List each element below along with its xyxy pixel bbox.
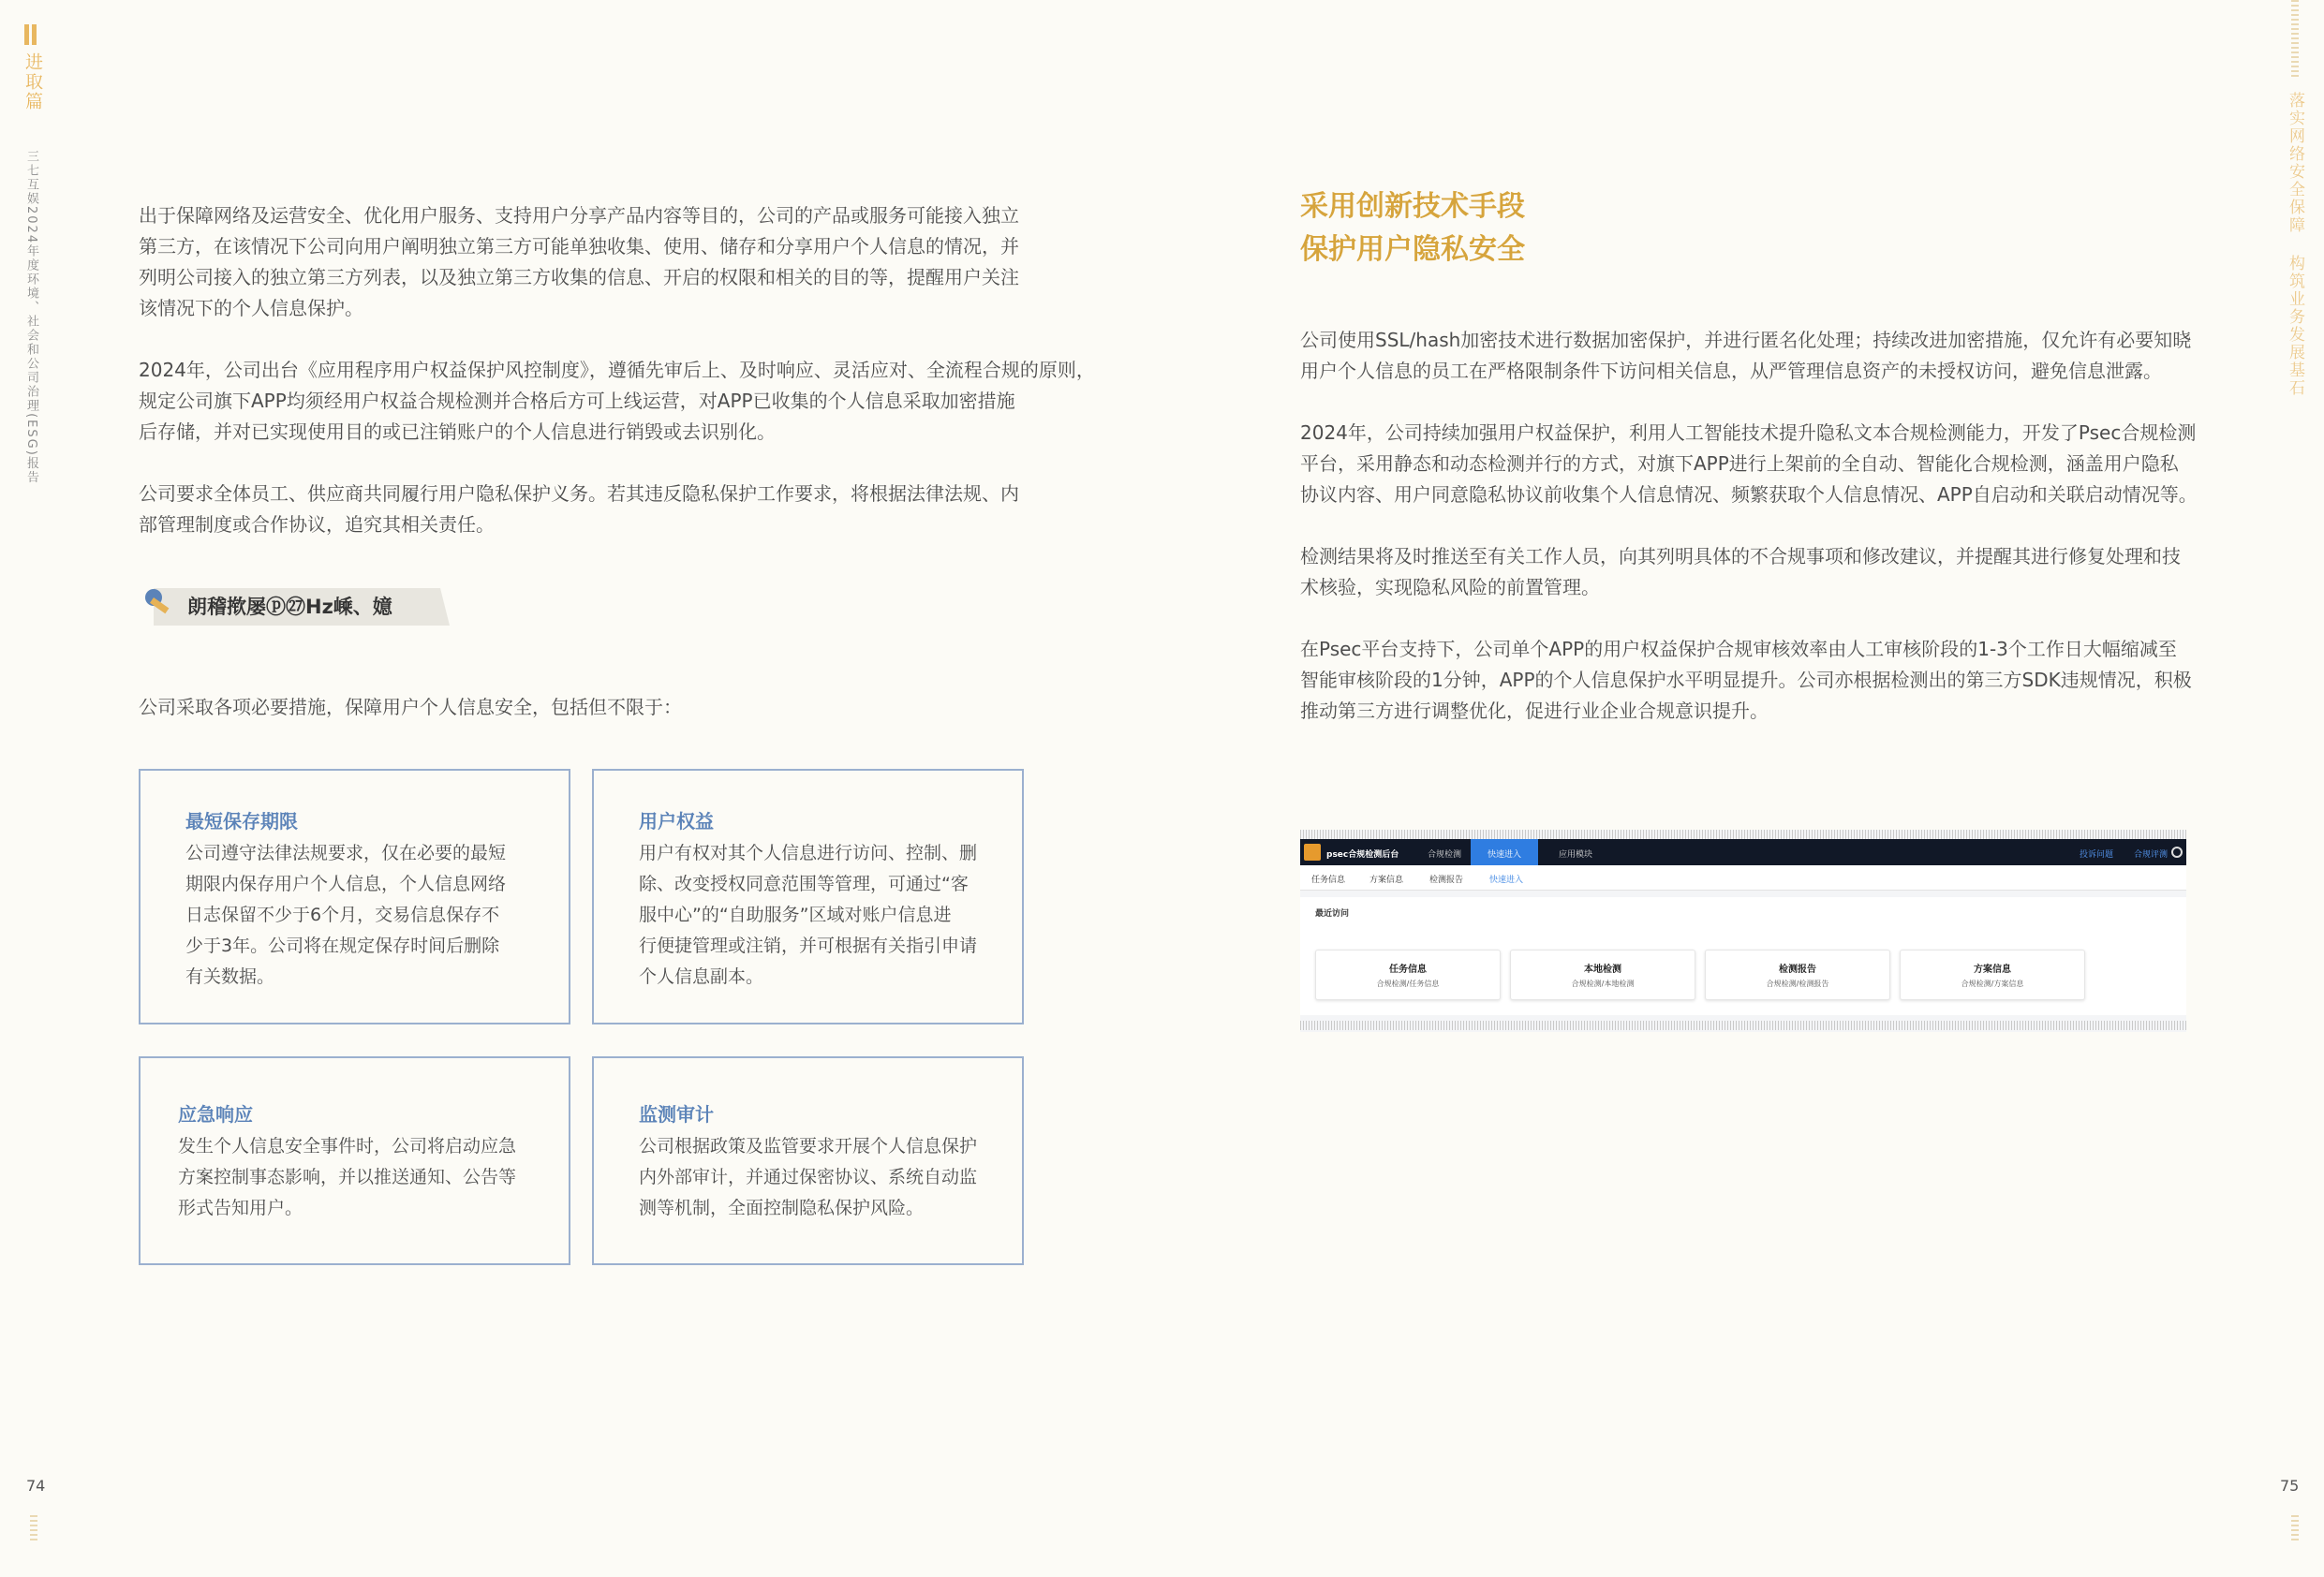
nav-quick-enter[interactable]: 快速进入: [1488, 850, 1522, 860]
card-task-info[interactable]: 任务信息 合规检测/任务信息: [1315, 950, 1501, 1000]
top-right-complaint[interactable]: 投诉问题: [2080, 850, 2114, 860]
box-user-rights: [592, 769, 1024, 1024]
box-body: 发生个人信息安全事件时，公司将启动应急 方案控制事态影响，并以推送通知、公告等 形式告知用户。: [178, 1136, 517, 1218]
section-title: 采用创新技术手段 保护用户隐私安全: [1300, 190, 1525, 266]
app-topbar: [1300, 839, 2186, 865]
recent-label: 最近访问: [1315, 909, 1350, 919]
box-body: 用户有权对其个人信息进行访问、控制、删 除、改变授权同意范围等管理，可通过“客 服中心”的“自助服务”区域对账户信息进 行便捷管理或注销，并可根据有关指引申请 个人信息副本。: [639, 843, 978, 987]
box-retention: [139, 769, 570, 1024]
card-local-check[interactable]: 本地检测 合规检测/本地检测: [1510, 950, 1695, 1000]
subheading-banner: [141, 586, 440, 626]
page-number-left: 74: [26, 1477, 46, 1495]
top-right-eval[interactable]: 合规评测: [2134, 850, 2169, 860]
paragraph-third-party: 出于保障网络及运营安全、优化用户服务、支持用户分享产品内容等目的，公司的产品或服务可能接入独立 第三方，在该情况下公司向用户阐明独立第三方可能单独收集、使用、储存和分享用户个人信息的情况，并 列明公司接入的独立第三方列表，以及独立第三方收集的信息、开启的权限和相关的目的等，提醒用户关注 该情况下的个人信息保护。: [139, 204, 1019, 319]
hatch-bottom: [1300, 1021, 2186, 1030]
box-title: 应急响应: [178, 1103, 253, 1126]
paragraph-results: 检测结果将及时推送至有关工作人员，向其列明具体的不合规事项和修改建议，并提醒其进行修复处理和技 术核验，实现隐私风险的前置管理。: [1300, 545, 2181, 598]
tab-task-info[interactable]: 任务信息: [1311, 876, 1346, 885]
logo-icon: [1304, 844, 1321, 861]
app-title: psec合规检测后台: [1326, 850, 1399, 860]
paragraph-policy-2024: 2024年，公司出台《应用程序用户权益保护风控制度》，遵循先审后上、及时响应、灵活应对、全流程合规的原则， 规定公司旗下APP均须经用户权益合规检测并合格后方可上线运营，对APP已收集的个人信息采取加密措施 后存储，并对已实现使用目的或已注销账户的个人信息进行销毁或去识别化。: [139, 359, 1095, 443]
box-title: 最短保存期限: [185, 810, 298, 833]
search-icon[interactable]: [2171, 847, 2183, 858]
box-audit: [592, 1056, 1024, 1265]
report-name-vertical: 三七互娱2024年度环境、社会和公司治理(ESG)报告: [24, 150, 38, 485]
measures-intro: 公司采取各项必要措施，保障用户个人信息安全，包括但不限于：: [139, 696, 682, 718]
psec-screenshot: [1300, 830, 2186, 1032]
tab-plan-info[interactable]: 方案信息: [1369, 876, 1404, 885]
subheading-text: 朗稽揿屡ⓟ㉗Hz嵊、嬑: [187, 596, 392, 618]
footer-ornament-right: [2291, 1515, 2299, 1543]
footer-ornament-left: [30, 1515, 37, 1543]
tab-quick-enter[interactable]: 快速进入: [1489, 876, 1524, 885]
paragraph-psec-platform: 2024年，公司持续加强用户权益保护，利用人工智能技术提升隐私文本合规检测能力，开发了Psec合规检测 平台，采用静态和动态检测并行的方式，对旗下APP进行上架前的全自动、智能化合规检测，涵盖用户隐私 协议内容、用户同意隐私协议前收集个人信息情况、频繁获取个人信息情况、APP自启动和关联启动情况等。: [1300, 421, 2198, 506]
right-margin-ornament: [2291, 0, 2299, 79]
chapter-label: 进取篇: [22, 52, 43, 111]
paragraph-efficiency: 在Psec平台支持下，公司单个APP的用户权益保护合规审核效率由人工审核阶段的1-3个工作日大幅缩减至 智能审核阶段的1分钟，APP的个人信息保护水平明显提升。公司亦根据检测出的第三方SDK违规情况，积极 推动第三方进行调整优化，促进行业企业合规意识提升。: [1300, 638, 2192, 722]
box-body: 公司遵守法律法规要求，仅在必要的最短 期限内保存用户个人信息，个人信息网络 日志保留不少于6个月，交易信息保存不 少于3年。公司将在规定保存时间后删除 有关数据。: [185, 843, 507, 987]
hatch-top: [1300, 830, 2186, 839]
paragraph-obligations: 公司要求全体员工、供应商共同履行用户隐私保护义务。若其违反隐私保护工作要求，将根据法律法规、内 部管理制度或合作协议，追究其相关责任。: [139, 482, 1019, 536]
box-title: 用户权益: [639, 810, 714, 833]
nav-app-module[interactable]: 应用模块: [1559, 850, 1593, 860]
card-report[interactable]: 检测报告 合规检测/检测报告: [1705, 950, 1890, 1000]
paragraph-encryption: 公司使用SSL/hash加密技术进行数据加密保护，并进行匿名化处理；持续改进加密措施，仅允许有必要知晓 用户个人信息的员工在严格限制条件下访问相关信息，从严管理信息资产的未授权访问，避免信息泄露。: [1300, 329, 2192, 382]
left-margin-ornament: [24, 24, 37, 45]
box-title: 监测审计: [639, 1103, 714, 1126]
tabs-bar: [1300, 865, 2186, 891]
section-label-1: 落实网络安全保障: [2286, 92, 2304, 234]
page-number-right: 75: [2280, 1477, 2300, 1495]
card-plan-info[interactable]: 方案信息 合规检测/方案信息: [1900, 950, 2085, 1000]
nav-compliance[interactable]: 合规检测: [1428, 850, 1462, 860]
box-body: 公司根据政策及监管要求开展个人信息保护 内外部审计，并通过保密协议、系统自动监 测等机制，全面控制隐私保护风险。: [639, 1136, 978, 1218]
section-label-2: 构筑业务发展基石: [2286, 255, 2304, 397]
tab-report[interactable]: 检测报告: [1429, 876, 1464, 885]
box-emergency: [139, 1056, 570, 1265]
